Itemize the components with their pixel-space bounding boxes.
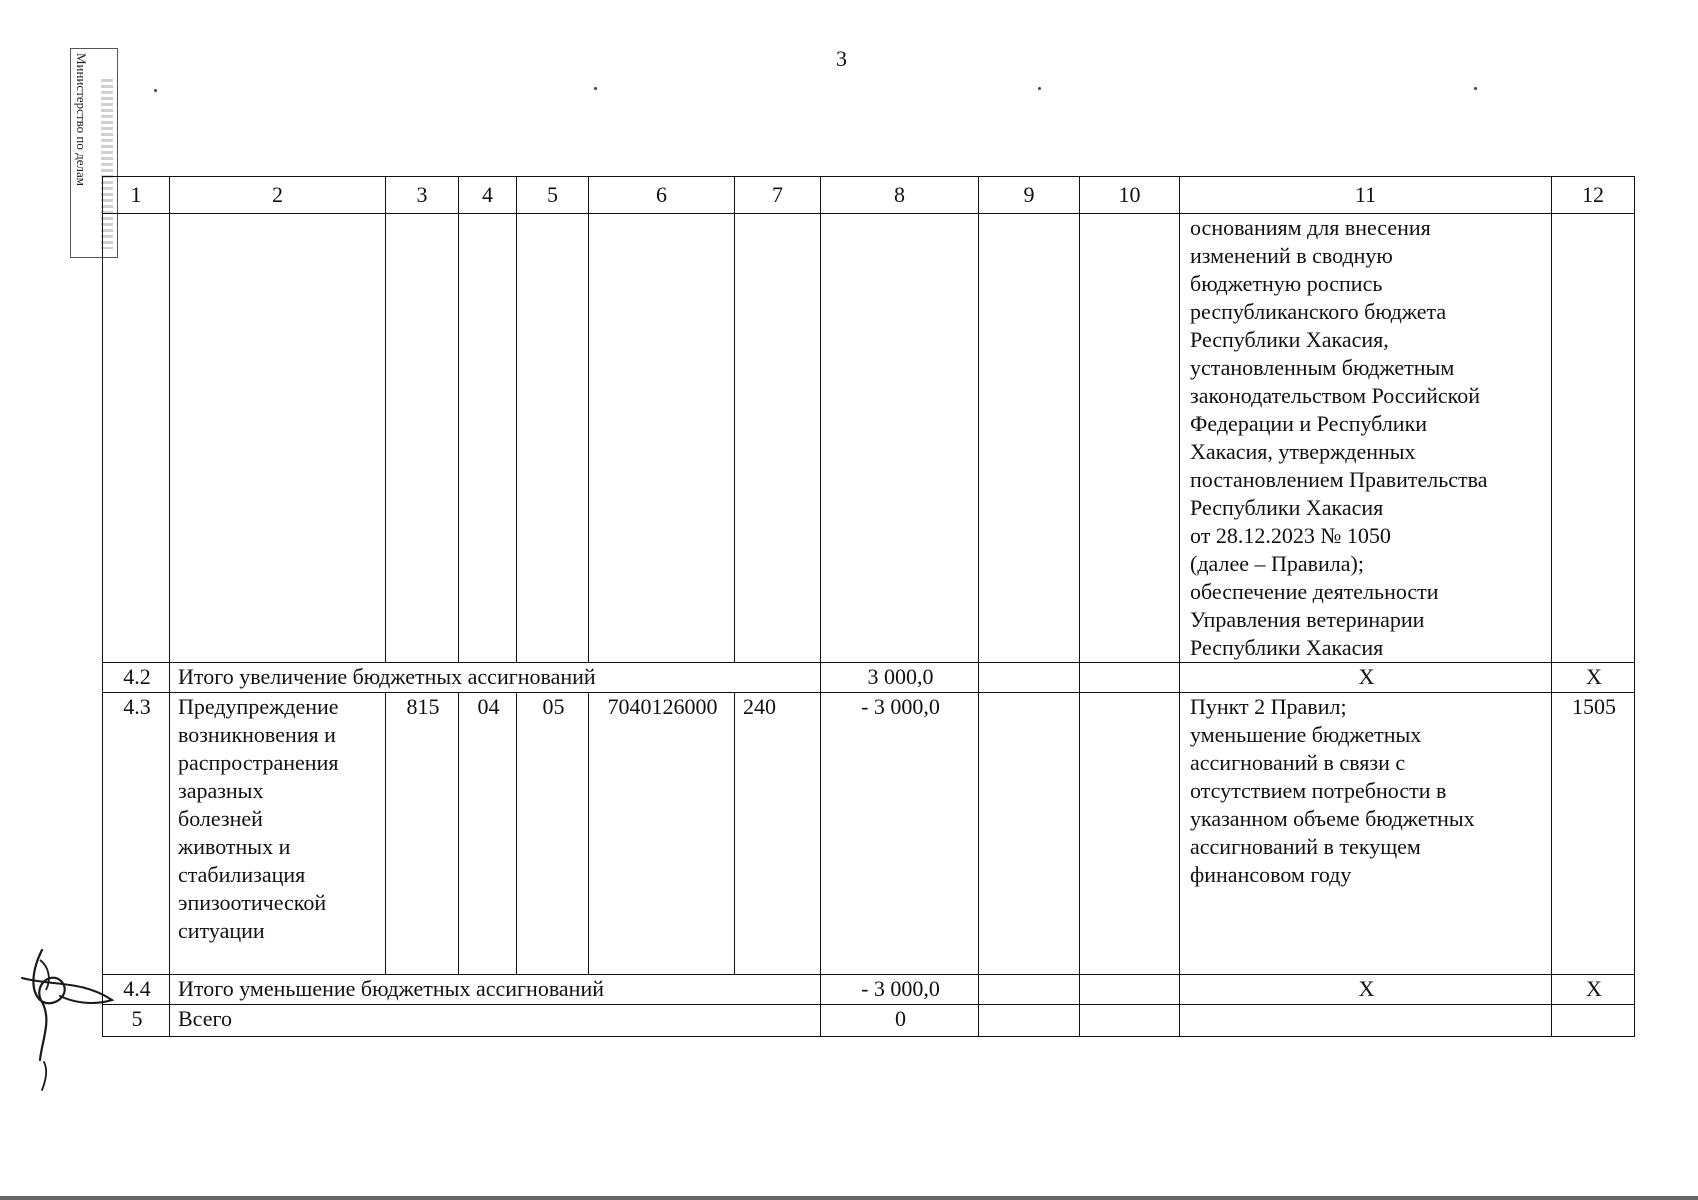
- text-line: Республики Хакасия: [1190, 635, 1384, 660]
- text-line: основаниям для внесения: [1190, 215, 1431, 240]
- basis-cell: Х: [1180, 663, 1552, 693]
- text-line: от 28.12.2023 № 1050: [1190, 523, 1391, 548]
- cell: [979, 693, 1080, 975]
- cell: [979, 1005, 1080, 1037]
- row-label: Всего: [170, 1005, 821, 1037]
- text-line: республиканского бюджета: [1190, 299, 1447, 324]
- header-cell-3: 3: [386, 177, 459, 214]
- header-cell-2: 2: [170, 177, 386, 214]
- text-line: возникновения и: [178, 722, 336, 747]
- row-label: Итого уменьшение бюджетных ассигнований: [170, 975, 821, 1005]
- program-name-cell: [170, 693, 386, 975]
- cell: [589, 214, 735, 663]
- cell: [1552, 1005, 1635, 1037]
- row-4-4: [103, 975, 1635, 1005]
- text-line: эпизоотической: [178, 890, 327, 915]
- text-line: Федерации и Республики: [1190, 411, 1428, 436]
- scan-speck: [154, 89, 157, 92]
- text-line: бюджетную роспись: [1190, 271, 1383, 296]
- header-cell-11: 11: [1180, 177, 1552, 214]
- text-line: ассигнований в текущем: [1190, 834, 1421, 859]
- cell: [517, 214, 589, 663]
- amount-cell: 0: [821, 1005, 979, 1037]
- target-article-code: 7040126000: [589, 693, 735, 975]
- cell: [821, 214, 979, 663]
- cell: [979, 975, 1080, 1005]
- cell: [979, 214, 1080, 663]
- text-line: Управления ветеринарии: [1190, 607, 1425, 632]
- cell: [170, 214, 386, 663]
- budget-allocation-table: [102, 176, 1635, 1037]
- text-line: Пункт 2 Правил;: [1190, 694, 1347, 719]
- cell: [1080, 1005, 1180, 1037]
- code-cell: 1505: [1552, 693, 1635, 975]
- text-line: обеспечение деятельности: [1190, 579, 1439, 604]
- scan-bottom-edge: [0, 1196, 1698, 1200]
- text-line: законодательством Российской: [1190, 383, 1480, 408]
- cell: [1080, 693, 1180, 975]
- text-line: Хакасия, утвержденных: [1190, 439, 1416, 464]
- row-number: 4.3: [103, 693, 170, 975]
- amount-cell: 3 000,0: [821, 663, 979, 693]
- expense-type-code: 240: [735, 693, 821, 975]
- header-row: [103, 177, 1635, 214]
- row-number: 5: [103, 1005, 170, 1037]
- header-cell-10: 10: [1080, 177, 1180, 214]
- cell: [386, 214, 459, 663]
- text-line: животных и: [178, 834, 291, 859]
- text-line: ситуации: [178, 918, 265, 943]
- page-number: 3: [836, 46, 847, 71]
- cell: [1080, 663, 1180, 693]
- text-line: распространения: [178, 750, 339, 775]
- row-total: [103, 1005, 1635, 1037]
- stamp-text: Министерство по делам: [74, 53, 89, 186]
- cell: [103, 214, 170, 663]
- text-line: (далее – Правила);: [1190, 551, 1364, 576]
- subsection-code: 05: [517, 693, 589, 975]
- row-number: 4.2: [103, 663, 170, 693]
- code-cell: Х: [1552, 975, 1635, 1005]
- text-line: изменений в сводную: [1190, 243, 1393, 268]
- header-cell-12: 12: [1552, 177, 1635, 214]
- cell: [459, 214, 517, 663]
- header-cell-9: 9: [979, 177, 1080, 214]
- header-cell-5: 5: [517, 177, 589, 214]
- cell: [1080, 214, 1180, 663]
- cell: [1180, 1005, 1552, 1037]
- scan-speck: [1038, 87, 1041, 90]
- header-cell-7: 7: [735, 177, 821, 214]
- row-4-2: [103, 663, 1635, 693]
- cell: [1080, 975, 1180, 1005]
- text-line: постановлением Правительства: [1190, 467, 1488, 492]
- section-code: 04: [459, 693, 517, 975]
- text-line: отсутствием потребности в: [1190, 778, 1447, 803]
- basis-cell-continuation: [1180, 214, 1552, 663]
- header-cell-1: 1: [103, 177, 170, 214]
- text-line: Республики Хакасия,: [1190, 327, 1389, 352]
- row-4-3: [103, 693, 1635, 975]
- code-cell: Х: [1552, 663, 1635, 693]
- text-line: ассигнований в связи с: [1190, 750, 1406, 775]
- text-line: уменьшение бюджетных: [1190, 722, 1422, 747]
- department-code: 815: [386, 693, 459, 975]
- row-label: Итого увеличение бюджетных ассигнований: [170, 663, 821, 693]
- text-line: заразных: [178, 778, 264, 803]
- row-number: 4.4: [103, 975, 170, 1005]
- text-line: Республики Хакасия: [1190, 495, 1384, 520]
- amount-cell: - 3 000,0: [821, 975, 979, 1005]
- cell: [979, 663, 1080, 693]
- text-line: финансовом году: [1190, 862, 1352, 887]
- basis-cell: Х: [1180, 975, 1552, 1005]
- text-line: болезней: [178, 806, 263, 831]
- text-line: установленным бюджетным: [1190, 355, 1455, 380]
- amount-cell: - 3 000,0: [821, 693, 979, 975]
- text-line: Предупреждение: [178, 694, 339, 719]
- basis-cell: [1180, 693, 1552, 975]
- header-cell-4: 4: [459, 177, 517, 214]
- handwritten-signature: [12, 940, 132, 1100]
- continuation-row: [103, 214, 1635, 663]
- header-cell-6: 6: [589, 177, 735, 214]
- scan-speck: [594, 87, 597, 90]
- header-cell-8: 8: [821, 177, 979, 214]
- cell: [735, 214, 821, 663]
- scan-speck: [1474, 87, 1477, 90]
- cell: [1552, 214, 1635, 663]
- text-line: стабилизация: [178, 862, 306, 887]
- text-line: указанном объеме бюджетных: [1190, 806, 1475, 831]
